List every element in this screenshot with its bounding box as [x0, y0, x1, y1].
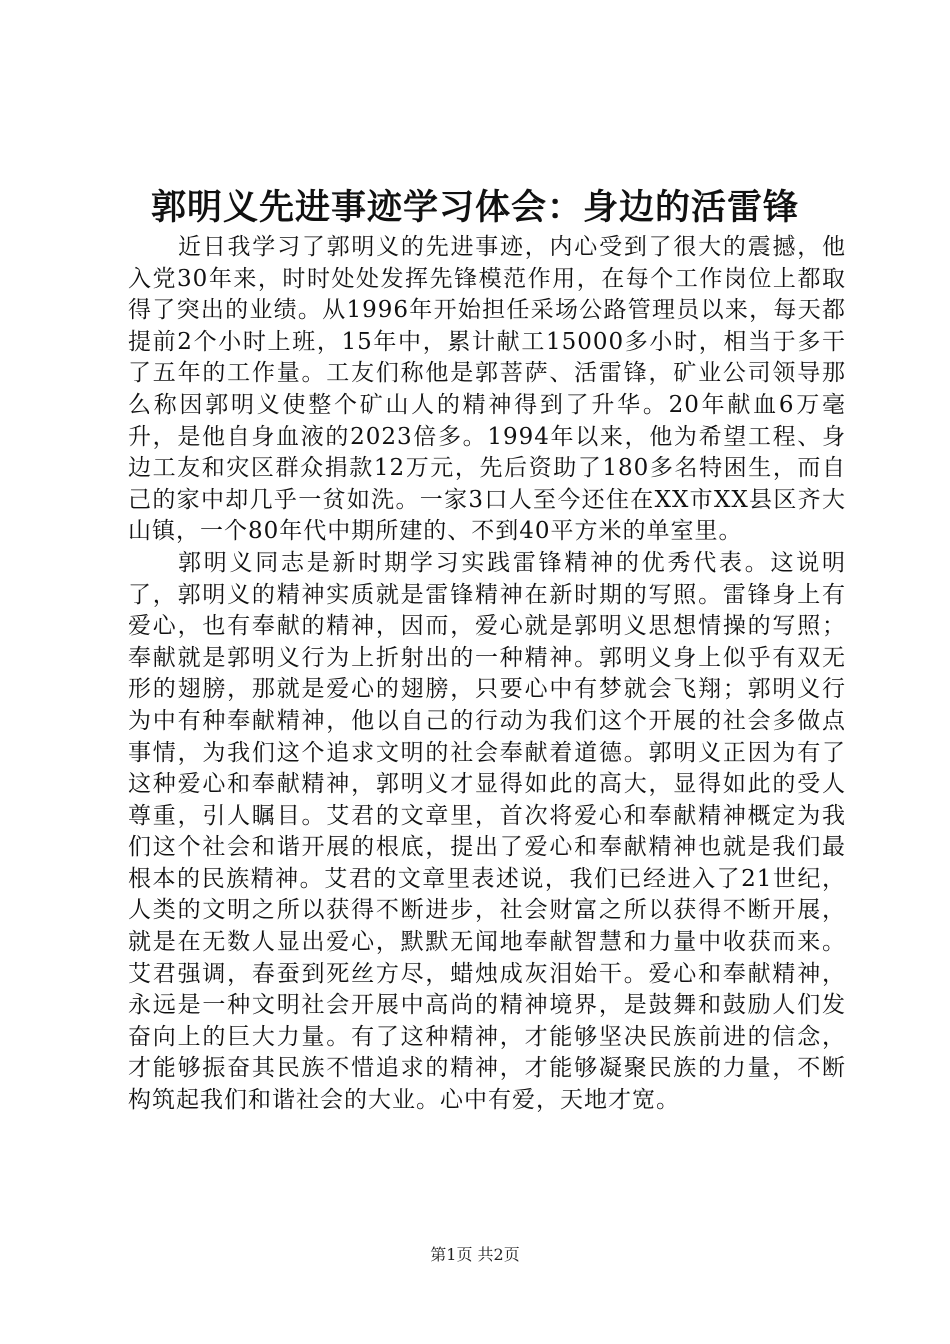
page-footer: 第1页 共2页	[430, 1245, 520, 1264]
document-body	[128, 232, 846, 1117]
document-title: 郭明义先进事迹学习体会：身边的活雷锋	[150, 188, 799, 228]
paragraph-2: 郭明义同志是新时期学习实践雷锋精神的优秀代表。这说明了，郭明义的精神实质就是雷锋精神在新时期的写照。雷锋身上有爱心，也有奉献的精神，因而，爱心就是郭明义思想情操的写照；奉献就是郭明义行为上折射出的一种精神。郭明义身上似乎有双无形的翅膀，那就是爱心的翅膀，只要心中有梦就会飞翔；郭明义行为中有种奉献精神，他以自己的行动为我们这个开展的社会多做点事情，为我们这个追求文明的社会奉献着道德。郭明义正因为有了这种爱心和奉献精神，郭明义才显得如此的高大，显得如此的受人尊重，引人瞩目。艾君的文章里，首次将爱心和奉献精神概定为我们这个社会和谐开展的根底，提出了爱心和奉献精神也就是我们最根本的民族精神。艾君的文章里表述说，我们已经进入了21世纪，人类的文明之所以获得不断进步，社会财富之所以获得不断开展，就是在无数人显出爱心，默默无闻地奉献智慧和力量中收获而来。艾君强调，春蚕到死丝方尽，蜡烛成灰泪始干。爱心和奉献精神，永远是一种文明社会开展中高尚的精神境界，是鼓舞和鼓励人们发奋向上的巨大力量。有了这种精神，才能够坚决民族前进的信念，才能够振奋其民族不惜追求的精神，才能够凝聚民族的力量，不断构筑起我们和谐社会的大业。心中有爱，天地才宽。	[128, 549, 846, 1114]
paragraph-1: 近日我学习了郭明义的先进事迹，内心受到了很大的震撼，他入党30年来，时时处处发挥先锋模范作用，在每个工作岗位上都取得了突出的业绩。从1996年开始担任采场公路管理员以来，每天都提前2个小时上班，15年中，累计献工15000多小时，相当于多干了五年的工作量。工友们称他是郭菩萨、活雷锋，矿业公司领导那么称因郭明义使整个矿山人的精神得到了升华。20年献血6万毫升，是他自身血液的2023倍多。1994年以来，他为希望工程、身边工友和灾区群众捐款12万元，先后资助了180多名特困生，而自己的家中却几乎一贫如洗。一家3口人至今还住在XX市XX县区齐大山镇，一个80年代中期所建的、不到40平方米的单室里。	[128, 234, 846, 545]
